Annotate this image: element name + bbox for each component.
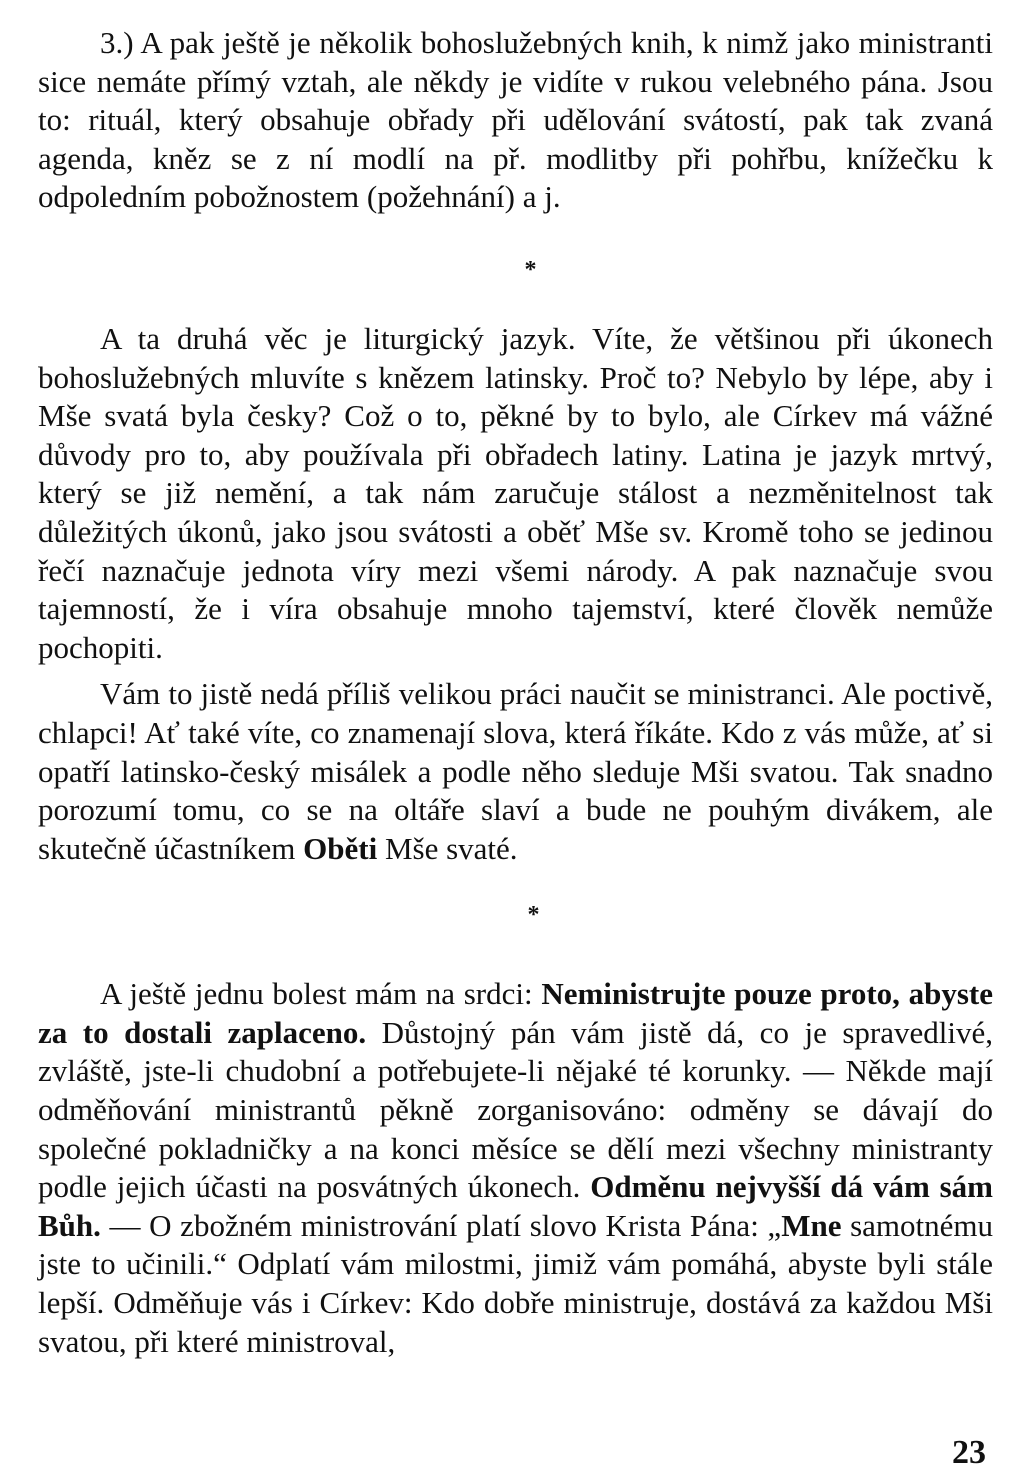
paragraph-payment: [38, 975, 993, 1361]
pain-after-text: — O zbožném ministrování platí slovo Krista Pána: „: [100, 1207, 782, 1243]
pain-bold-text-2: Odměnu nejvyšší dá vám sám Bůh.: [38, 1169, 994, 1243]
section-separator-asterisk: *: [524, 256, 537, 283]
book-page: [38, 24, 993, 1454]
page-number: 23: [952, 1434, 986, 1471]
pain-bold-text-3: Mne: [781, 1207, 842, 1243]
learning-text: Vám to jistě nedá příliš velikou práci naučit se ministranci. Ale poctivě, chlapci! Ať také víte, co znamenají slova, která říkáte. Kdo z vás může, ať si opatří latinsko-český misálek a podle něho sleduje Mši svatou. Tak snadno porozumí tomu, co se na oltáře slaví a bude ne pouhým divákem, ale skutečně účastníkem: [38, 676, 993, 866]
pain-end-text: samotnému jste to učinili.“ Odplatí vám milostmi, jimiž vám pomáhá, abyste byli stále lepší. Odměňuje vás i Církev: Kdo dobře ministruje, dostává za každou Mši svatou, při které ministroval,: [38, 1207, 993, 1359]
section-separator-asterisk: *: [527, 902, 540, 929]
pain-start-text: A ještě jednu bolest mám na srdci:: [100, 976, 542, 1012]
pain-middle-text: Důstojný pán vám jistě dá, co je spravedlivé, zvláště, jste-li chudobní a potřebujete-li nějaké té korunky. — Někde mají odměňování ministrantů pěkně zorganisováno: odměny se dávají do společné pokladničky a na konci měsíce se dělí mezi všechny ministranty podle jejich účasti na posvátných úkonech.: [38, 1014, 993, 1205]
paragraph-liturgical-books: 3.) A pak ještě je několik bohoslužebných knih, k nimž jako ministranti sice nemáte přímý vztah, ale někdy je vidíte v rukou velebného pána. Jsou to: rituál, který obsahuje obřady při udělování svátostí, pak tak zvaná agenda, kněz se z ní modlí na př. modlitby při pohřbu, knížečku k odpoledním pobožnostem (požehnání) a j.: [38, 25, 993, 215]
learning-bold-text: Oběti: [303, 830, 378, 866]
pain-bold-text: Neministrujte pouze proto, abyste za to dostali zaplaceno.: [38, 976, 993, 1050]
learning-end-text: Mše svaté.: [377, 830, 518, 866]
paragraph-liturgical-language: A ta druhá věc je liturgický jazyk. Víte, že většinou při úkonech bohoslužebných mluvíte s knězem latinsky. Proč to? Nebylo by lépe, aby i Mše svatá byla česky? Což o to, pěkné by to bylo, ale Církev má vážné důvody pro to, aby používala při obřadech latiny. Latina je jazyk mrtvý, který se již nemění, a tak nám zaručuje stálost a nezměnitelnost tak důležitých úkonů, jako jsou svátosti a oběť Mše sv. Kromě toho se jedinou řečí naznačuje jednota víry mezi všemi národy. A pak naznačuje svou tajemností, že i víra obsahuje mnoho tajemství, které člověk nemůže pochopiti.: [38, 320, 993, 665]
paragraph-learning-latin: [38, 675, 993, 868]
